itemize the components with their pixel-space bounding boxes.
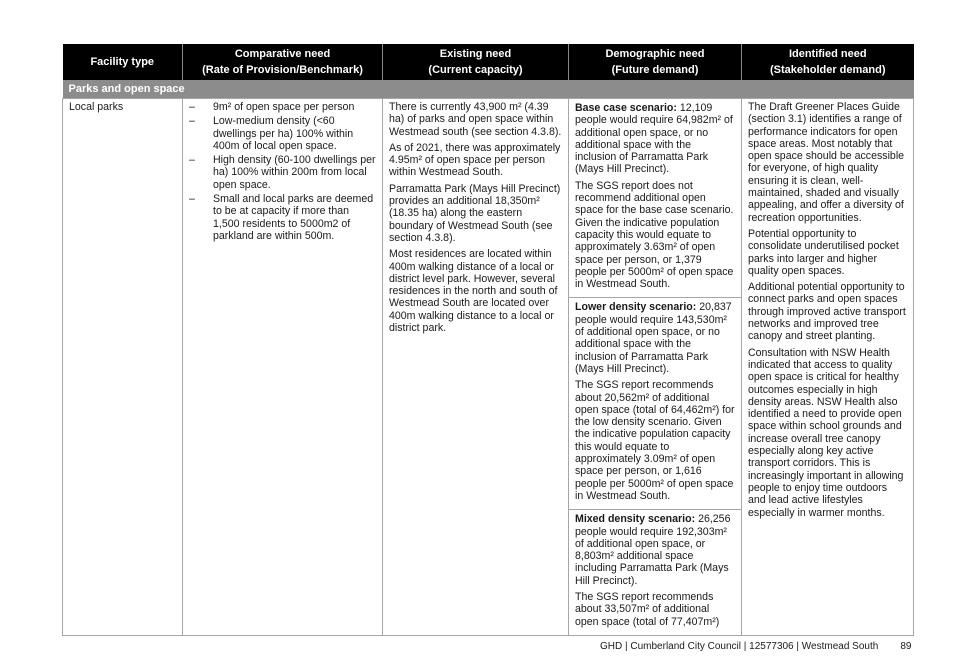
- demographic-cell: [569, 99, 742, 636]
- mixed-density-scenario: [569, 510, 741, 635]
- paragraph: Consultation with NSW Health indicated that access to quality open space is critical for healthy outcomes especially in high density areas. NSW Health also identified a need to provide open space within school grounds and increase overall tree canopy especially along key active transport corridors. This is increasingly important in allowing people to enjoy time outdoors and lead active lifestyles especially in warmer months.: [748, 346, 904, 519]
- paragraph: There is currently 43,900 m² (4.39 ha) of parks and open space within Westmead south (see section 4.3.8).: [389, 101, 562, 138]
- base-scenario-text: 12,109 people would require 64,982m² of additional open space, or no additional space with the inclusion of Parramatta Park (Mays Hill Precinct).: [575, 102, 733, 176]
- paragraph: Additional potential opportunity to connect parks and open spaces through improved active transport networks and improved tree canopy and street planting.: [748, 281, 906, 343]
- list-item: – 9m² of open space per person: [205, 101, 376, 113]
- paragraph: The Draft Greener Places Guide (section 3.1) identifies a range of performance indicators for open space areas. Most notably that open space should be accessible for everyone, of high quality ensuring it is clean, well-maintained, shaded and visually appealing, and offer a diversity of recreation opportunities.: [748, 101, 905, 224]
- facility-cell: Local parks: [63, 99, 183, 636]
- comparative-cell: [183, 99, 383, 636]
- list-item: – Small and local parks are deemed to be at capacity if more than 1,500 residents to 5000m2 of parkland are within 500m.: [205, 193, 376, 242]
- mixed-scenario-text: 26,256 people would require 192,303m² of additional open space, or 8,803m² additional space including Parramatta Park (Mays Hill Precinct).: [575, 513, 731, 587]
- header-existing-need: Existing need (Current capacity): [383, 44, 569, 80]
- page-number: 89: [900, 641, 912, 652]
- mixed-scenario-detail: The SGS report recommends about 33,507m² of additional open space (total of 77,407m²): [575, 590, 720, 628]
- list-item: – High density (60-100 dwellings per ha) 100% within 200m from local open space.: [205, 154, 376, 191]
- base-scenario-detail: The SGS report does not recommend additional open space for the base case scenario. Given the indicative population capacity this would equate to approximately 3.63m² of open space per person, or 1,379 people per 5000m² of open space in Westmead South.: [575, 179, 734, 291]
- base-scenario: [569, 99, 741, 298]
- header-demographic-need: Demographic need (Future demand): [569, 44, 742, 80]
- lower-density-scenario: [569, 298, 741, 510]
- footer-text: GHD | Cumberland City Council | 12577306 | Westmead South: [600, 641, 879, 652]
- paragraph: Parramatta Park (Mays Hill Precinct) provides an additional 18,350m² (18.35 ha) along the eastern boundary of Westmead South (see section 4.3.8).: [389, 182, 561, 244]
- list-item: – Low-medium density (<60 dwellings per ha) 100% within 400m of local open space.: [205, 115, 376, 152]
- needs-table: [62, 44, 914, 636]
- table-header-row: [63, 44, 914, 80]
- lower-scenario-title: Lower density scenario:: [575, 301, 697, 314]
- mixed-scenario-title: Mixed density scenario:: [575, 513, 696, 526]
- page-footer: [600, 641, 911, 652]
- lower-scenario-detail: The SGS report recommends about 20,562m² of additional open space (total of 64,462m²) for the low density scenario. Given the indicative population capacity this would equate to approximately 3.09m² of open space per person, or 1,616 people per 5000m² of open space in Westmead South.: [575, 379, 735, 502]
- paragraph: As of 2021, there was approximately 4.95m² of open space per person within Westmead South.: [389, 141, 561, 179]
- comparative-list: [189, 101, 376, 242]
- identified-cell: [742, 99, 914, 636]
- base-scenario-title: Base case scenario:: [575, 102, 677, 114]
- header-facility-type: Facility type: [63, 44, 183, 80]
- lower-scenario-text: 20,837 people would require 143,530m² of additional open space, or no additional space with the inclusion of Parramatta Park (Mays Hill Precinct).: [575, 301, 732, 375]
- existing-cell: [383, 99, 569, 636]
- section-title: Parks and open space: [63, 80, 914, 99]
- paragraph: Potential opportunity to consolidate underutilised pocket parks into larger and higher quality open spaces.: [748, 227, 899, 277]
- header-identified-need: Identified need (Stakeholder demand): [742, 44, 914, 80]
- table-row: [63, 99, 914, 636]
- header-comparative-need: Comparative need (Rate of Provision/Benchmark): [183, 44, 383, 80]
- paragraph: Most residences are located within 400m walking distance of a local or district level park. However, several residences in the north and south of Westmead South are located over 400m walking distance to a local or district park.: [389, 248, 558, 335]
- section-row: [63, 80, 914, 99]
- document-page: [62, 44, 913, 636]
